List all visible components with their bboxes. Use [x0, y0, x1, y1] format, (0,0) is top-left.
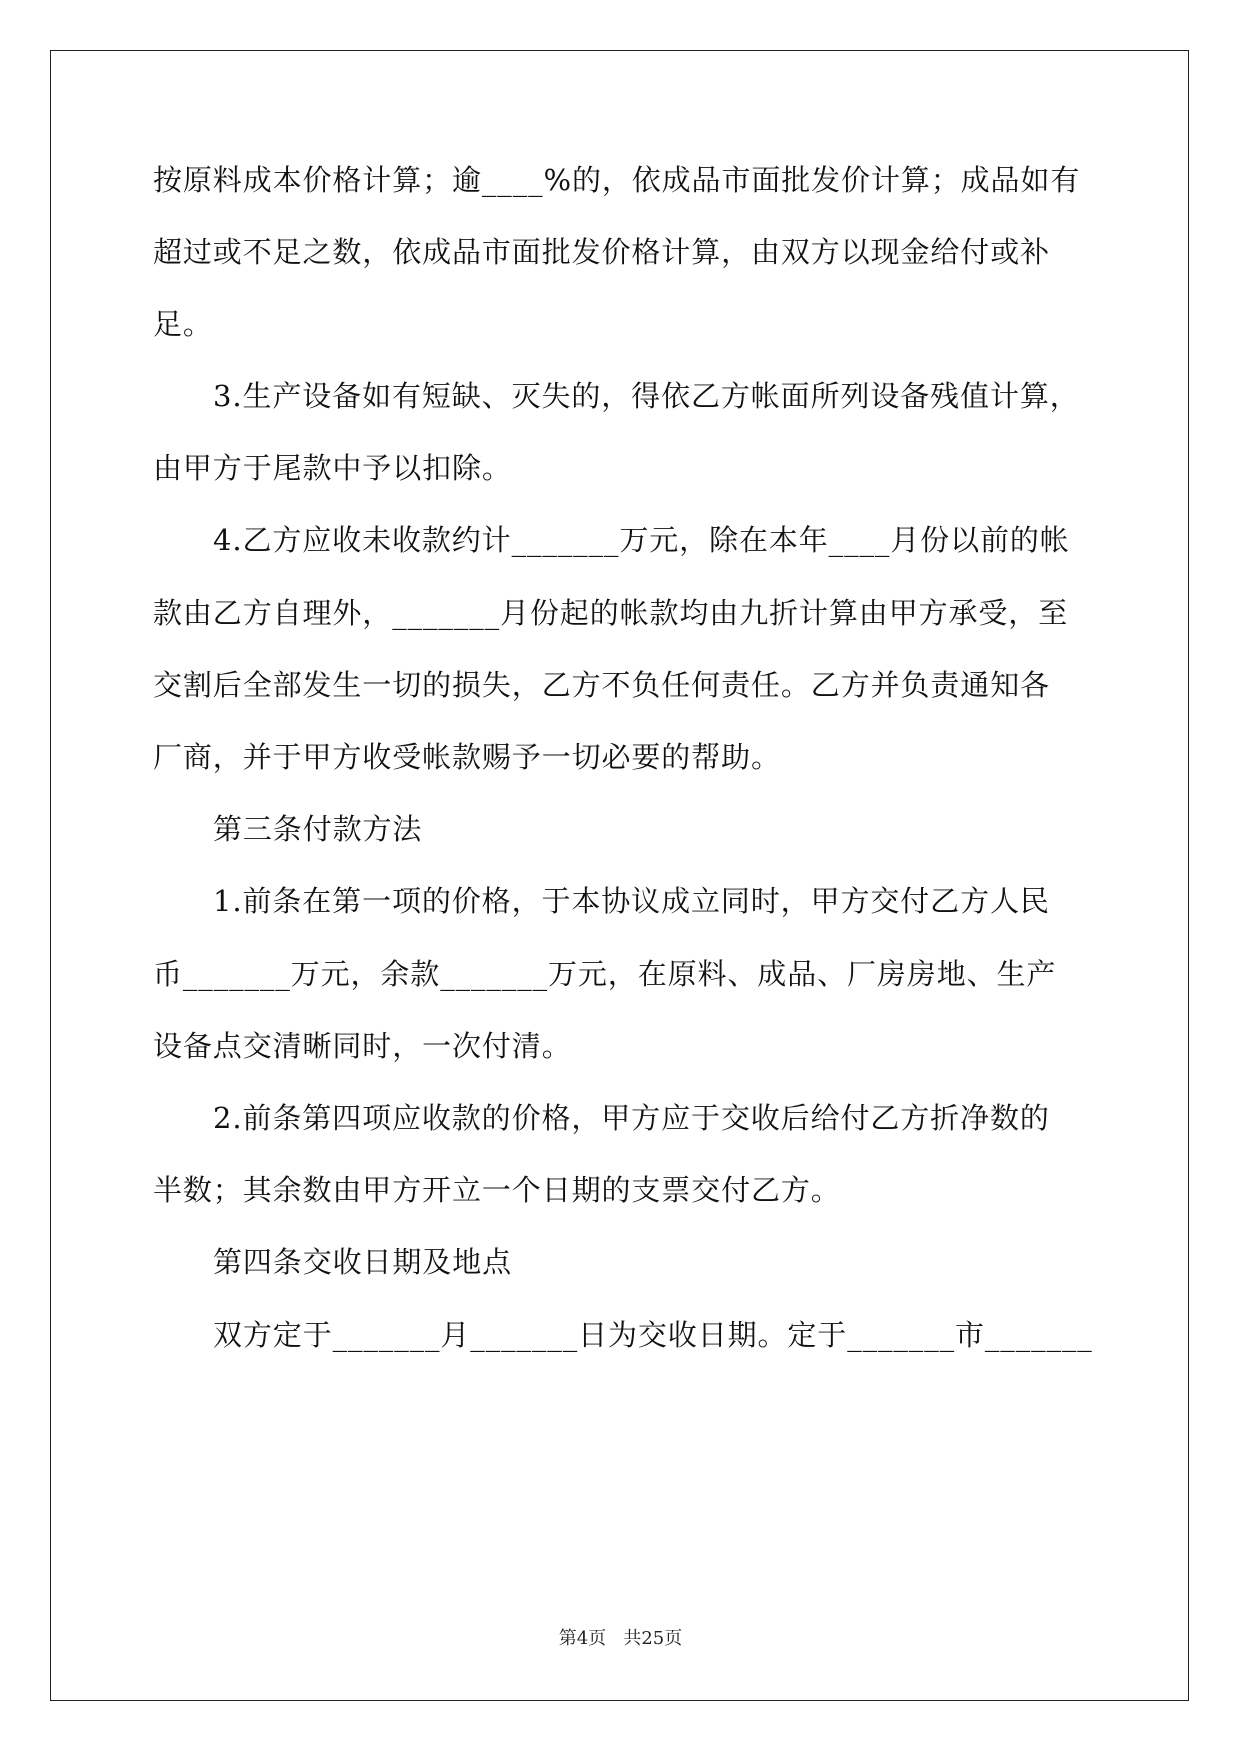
- text-line: 3.生产设备如有短缺、灭失的，得依乙方帐面所列设备残值计算，: [213, 379, 1080, 413]
- section-heading: 第三条付款方法: [213, 812, 423, 846]
- text-line: 足。: [153, 307, 213, 341]
- text-line: 交割后全部发生一切的损失，乙方不负任何责任。乙方并负责通知各: [153, 668, 1051, 702]
- text-line: 超过或不足之数，依成品市面批发价格计算，由双方以现金给付或补: [153, 235, 1051, 269]
- section-heading: 第四条交收日期及地点: [213, 1245, 513, 1279]
- text-line: 4.乙方应收未收款约计_______万元，除在本年____月份以前的帐: [213, 523, 1070, 557]
- text-line: 币_______万元，余款_______万元，在原料、成品、厂房房地、生产: [153, 957, 1057, 991]
- text-line: 双方定于_______月_______日为交收日期。定于_______市_______: [213, 1318, 1093, 1352]
- text-line: 半数；其余数由甲方开立一个日期的支票交付乙方。: [153, 1173, 841, 1207]
- page-total: 共25页: [623, 1628, 683, 1649]
- page-footer: [0, 1624, 1241, 1650]
- text-line: 2.前条第四项应收款的价格，甲方应于交收后给付乙方折净数的: [213, 1101, 1050, 1135]
- text-line: 1.前条在第一项的价格，于本协议成立同时，甲方交付乙方人民: [213, 884, 1050, 918]
- text-line: 设备点交清晰同时，一次付清。: [153, 1029, 572, 1063]
- text-line: 款由乙方自理外，_______月份起的帐款均由九折计算由甲方承受，至: [153, 596, 1069, 630]
- text-line: 厂商，并于甲方收受帐款赐予一切必要的帮助。: [153, 740, 781, 774]
- page-number: 第4页: [558, 1628, 607, 1649]
- text-line: 按原料成本价格计算；逾____%的，依成品市面批发价计算；成品如有: [153, 163, 1081, 197]
- footer-separator: [606, 1628, 623, 1649]
- page-border: [50, 50, 1189, 1701]
- text-line: 由甲方于尾款中予以扣除。: [153, 451, 512, 485]
